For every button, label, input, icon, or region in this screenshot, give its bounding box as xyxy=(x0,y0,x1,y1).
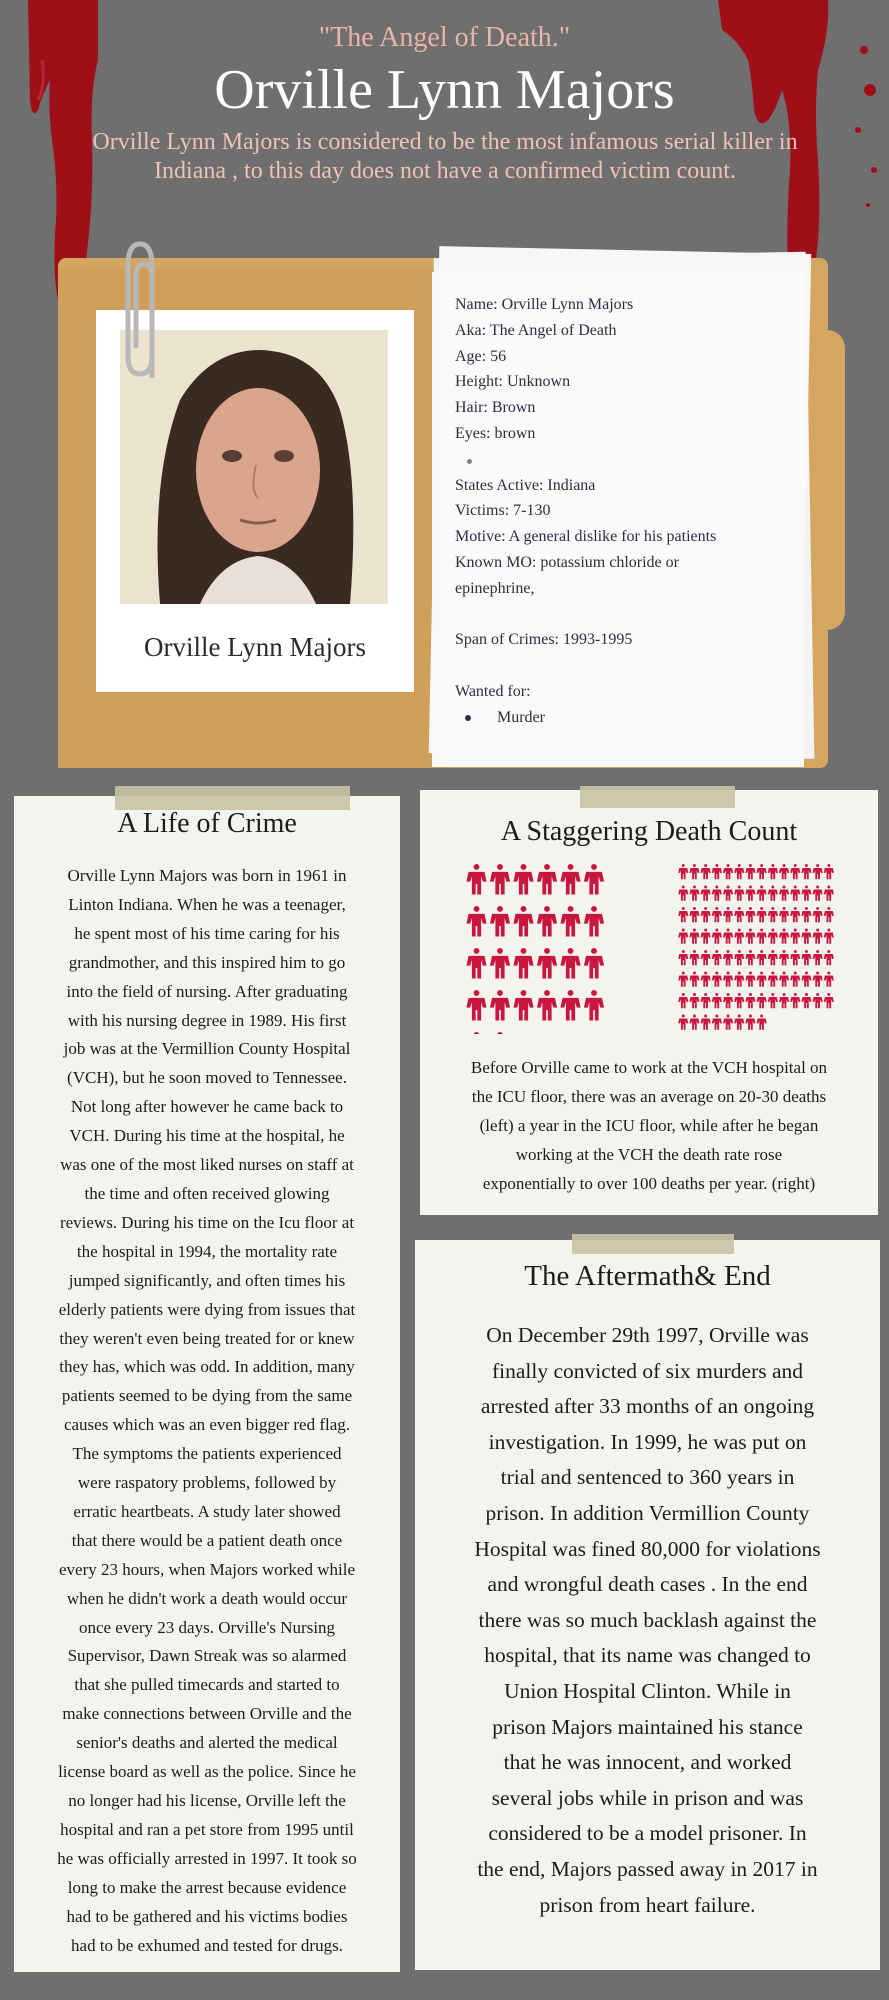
person-icon xyxy=(466,948,486,978)
dot-icon xyxy=(467,459,472,464)
person-icon xyxy=(768,972,778,987)
person-icon xyxy=(466,1032,486,1034)
text-line: license board as well as the police. Since he xyxy=(58,1762,356,1782)
person-icon xyxy=(801,972,811,987)
person-icon xyxy=(723,950,733,965)
text-line: every 23 hours, when Majors worked while xyxy=(58,1559,355,1579)
person-icon xyxy=(689,907,699,922)
text-line: hospital and ran a pet store from 1995 until xyxy=(60,1819,354,1839)
text-line: considered to be a model prisoner. In xyxy=(488,1821,807,1846)
text-line: that she pulled timecards and started to xyxy=(74,1675,340,1695)
person-icon xyxy=(734,993,744,1008)
person-icon xyxy=(466,990,486,1020)
person-icon xyxy=(768,929,778,944)
person-icon xyxy=(745,993,755,1008)
person-icon xyxy=(790,993,800,1008)
person-icon xyxy=(745,886,755,901)
text-line: had to be exhumed and tested for drugs. xyxy=(71,1935,343,1955)
person-icon xyxy=(801,929,811,944)
person-icon xyxy=(824,864,834,879)
text-line: (left) a year in the ICU floor, while after he began xyxy=(479,1116,819,1135)
wanted-list-item xyxy=(455,705,795,731)
person-icon xyxy=(779,886,789,901)
person-icon xyxy=(712,929,722,944)
text-line: long to make the arrest because evidence xyxy=(67,1877,347,1897)
text-line: were raspatory problems, followed by xyxy=(77,1473,337,1493)
person-icon xyxy=(701,886,711,901)
death-count-title: A Staggering Death Count xyxy=(500,816,798,847)
person-icon xyxy=(790,864,800,879)
text-line: he was officially arrested in 1997. It took so xyxy=(57,1848,357,1868)
person-icon xyxy=(768,907,778,922)
profile-line: Span of Crimes: 1993-1995 xyxy=(455,631,633,649)
text-line: On December 29th 1997, Orville was xyxy=(486,1323,809,1347)
profile-line: Age: 56 xyxy=(455,347,507,365)
person-icon xyxy=(701,929,711,944)
text-line: working at the VCH the death rate rose xyxy=(515,1145,783,1164)
person-icon xyxy=(745,864,755,879)
text-line: they weren't even being treated for or knew xyxy=(59,1328,355,1348)
person-icon xyxy=(824,907,834,922)
person-icon xyxy=(584,990,604,1020)
text-line: investigation. In 1999, he was put on xyxy=(488,1429,807,1454)
text-line: prison. In addition Vermillion County xyxy=(485,1500,810,1525)
text-line: job was at the Vermillion County Hospital xyxy=(63,1039,351,1059)
person-icon xyxy=(757,972,767,987)
text-line: grandmother, and this inspired him to go xyxy=(68,952,346,972)
person-icon xyxy=(537,990,557,1020)
person-icon xyxy=(490,1032,510,1034)
person-icon xyxy=(745,907,755,922)
profile-line: States Active: Indiana xyxy=(455,476,596,494)
person-icon xyxy=(745,929,755,944)
person-icon xyxy=(757,864,767,879)
life-of-crime-body xyxy=(14,862,400,1960)
person-icon xyxy=(734,907,744,922)
person-icon xyxy=(757,1015,767,1030)
text-line: and wrongful death cases . In the end xyxy=(487,1572,808,1597)
text-line: into the field of nursing. After graduating xyxy=(66,981,348,1001)
person-icon xyxy=(813,950,823,965)
person-icon xyxy=(712,907,722,922)
profile-line-blank xyxy=(455,447,795,473)
person-icon xyxy=(801,886,811,901)
person-icon xyxy=(712,950,722,965)
person-icon xyxy=(801,907,811,922)
person-icon xyxy=(678,972,688,987)
person-icon xyxy=(813,993,823,1008)
person-icon xyxy=(723,1015,733,1030)
person-icon xyxy=(466,906,486,936)
person-icon xyxy=(678,950,688,965)
profile-line: Known MO: potassium chloride or xyxy=(455,553,679,571)
person-icon xyxy=(701,950,711,965)
tape-strip xyxy=(580,786,735,808)
person-icon xyxy=(813,864,823,879)
text-line: Not long after however he came back to xyxy=(70,1097,344,1117)
profile-line: Eyes: brown xyxy=(455,424,536,442)
person-icon xyxy=(712,886,722,901)
person-icon xyxy=(560,906,580,936)
text-line: erratic heartbeats. A study later showed xyxy=(73,1501,341,1521)
text-line: with his nursing degree in 1989. His first xyxy=(67,1010,347,1030)
person-icon xyxy=(490,864,510,894)
person-icon xyxy=(779,972,789,987)
person-icon xyxy=(824,950,834,965)
text-line: Linton Indiana. When he was a teenager, xyxy=(68,894,346,914)
text-line: (VCH), but he soon moved to Tennessee. xyxy=(67,1068,347,1088)
person-icon xyxy=(779,907,789,922)
person-icon xyxy=(734,864,744,879)
text-line: Supervisor, Dawn Streak was so alarmed xyxy=(67,1646,347,1666)
person-icon xyxy=(824,993,834,1008)
person-icon xyxy=(712,1015,722,1030)
person-icon xyxy=(712,864,722,879)
text-line: once every 23 days. Orville's Nursing xyxy=(78,1617,336,1637)
tape-strip xyxy=(115,786,350,810)
person-icon xyxy=(537,864,557,894)
person-icon xyxy=(513,906,533,936)
person-icon xyxy=(712,972,722,987)
text-line: reviews. During his time on the Icu floor at xyxy=(59,1212,355,1232)
person-icon xyxy=(779,864,789,879)
text-line: Before Orville came to work at the VCH hospital on xyxy=(470,1058,828,1077)
person-icon xyxy=(537,948,557,978)
text-line: elderly patients were dying from issues that xyxy=(58,1299,356,1319)
deaths-after-figures xyxy=(678,864,848,1034)
person-icon xyxy=(678,864,688,879)
text-line: Orville Lynn Majors was born in 1961 in xyxy=(67,866,347,885)
person-icon xyxy=(824,972,834,987)
header-quote: "The Angel of Death." xyxy=(318,22,571,53)
person-icon xyxy=(689,993,699,1008)
person-icon xyxy=(779,929,789,944)
person-icon xyxy=(790,950,800,965)
person-icon xyxy=(801,950,811,965)
person-icon xyxy=(768,864,778,879)
person-icon xyxy=(745,950,755,965)
person-icon xyxy=(723,907,733,922)
text-line: VCH. During his time at the hospital, he xyxy=(69,1126,345,1146)
text-line: that there would be a patient death once xyxy=(71,1530,343,1550)
profile-line: Hair: Brown xyxy=(455,399,536,417)
person-icon xyxy=(734,929,744,944)
profile-info xyxy=(455,292,795,731)
person-icon xyxy=(678,929,688,944)
text-line: patients seemed to be dying from the same xyxy=(61,1386,353,1406)
text-line: there was so much backlash against the xyxy=(478,1607,817,1632)
person-icon xyxy=(490,948,510,978)
text-line: the hospital in 1994, the mortality rate xyxy=(76,1241,338,1261)
text-line: jumped significantly, and often times his xyxy=(68,1270,346,1290)
person-icon xyxy=(701,972,711,987)
page-subtitle: Orville Lynn Majors is considered to be the most infamous serial killer in Indiana , to this day does not have a confirmed victim count. xyxy=(92,129,798,184)
person-icon xyxy=(757,929,767,944)
tape-strip xyxy=(572,1234,734,1254)
person-icon xyxy=(701,993,711,1008)
person-icon xyxy=(745,972,755,987)
text-line: The symptoms the patients experienced xyxy=(72,1444,342,1464)
text-line: prison Majors maintained his stance xyxy=(492,1714,803,1739)
person-icon xyxy=(790,886,800,901)
text-line: Union Hospital Clinton. While in xyxy=(504,1678,791,1703)
person-icon xyxy=(813,929,823,944)
text-line: that he was innocent, and worked xyxy=(503,1750,792,1775)
person-icon xyxy=(689,950,699,965)
life-of-crime-title: A Life of Crime xyxy=(117,808,297,839)
person-icon xyxy=(689,886,699,901)
person-icon xyxy=(801,864,811,879)
text-line: they has, which was odd. In addition, many xyxy=(59,1357,355,1377)
text-line: finally convicted of six murders and xyxy=(491,1358,804,1383)
profile-line: Victims: 7-130 xyxy=(455,502,551,520)
profile-line: Height: Unknown xyxy=(455,373,571,391)
text-line: the end, Majors passed away in 2017 in xyxy=(477,1856,818,1881)
person-icon xyxy=(779,993,789,1008)
deaths-before-figures xyxy=(466,864,616,1034)
text-line: Hospital was fined 80,000 for violations xyxy=(474,1536,821,1561)
text-line: was one of the most liked nurses on staff at xyxy=(60,1155,354,1175)
person-icon xyxy=(734,1015,744,1030)
person-icon xyxy=(689,864,699,879)
text-line: exponentially to over 100 deaths per year. (right) xyxy=(482,1174,816,1193)
person-icon xyxy=(560,990,580,1020)
profile-line: Name: Orville Lynn Majors xyxy=(455,296,634,313)
person-icon xyxy=(701,864,711,879)
person-icon xyxy=(723,886,733,901)
text-line: several jobs while in prison and was xyxy=(491,1785,804,1810)
person-icon xyxy=(734,950,744,965)
profile-line: epinephrine, xyxy=(455,579,535,597)
paper-clip-icon xyxy=(122,236,170,386)
person-icon xyxy=(757,950,767,965)
death-count-caption xyxy=(420,1053,878,1198)
person-icon xyxy=(757,886,767,901)
person-icon xyxy=(723,864,733,879)
person-icon xyxy=(513,864,533,894)
person-icon xyxy=(678,907,688,922)
person-icon xyxy=(701,1015,711,1030)
text-line: arrested after 33 months of an ongoing xyxy=(480,1394,815,1419)
text-line: hospital, that its name was changed to xyxy=(484,1643,811,1668)
person-icon xyxy=(723,929,733,944)
person-icon xyxy=(813,972,823,987)
person-icon xyxy=(537,906,557,936)
text-line: the time and often received glowing xyxy=(84,1183,330,1203)
page-title: Orville Lynn Majors xyxy=(214,59,675,121)
person-icon xyxy=(768,886,778,901)
person-icon xyxy=(678,993,688,1008)
person-icon xyxy=(678,886,688,901)
text-line: prison from heart failure. xyxy=(539,1892,756,1917)
profile-line: Aka: The Angel of Death xyxy=(455,321,617,339)
aftermath-body xyxy=(415,1318,880,1923)
bullet-icon xyxy=(465,715,471,721)
person-icon xyxy=(678,1015,688,1030)
person-icon xyxy=(757,907,767,922)
photo-caption: Orville Lynn Majors xyxy=(144,632,366,662)
text-line: trial and sentenced to 360 years in xyxy=(500,1465,795,1490)
person-icon xyxy=(801,993,811,1008)
person-icon xyxy=(790,972,800,987)
person-icon xyxy=(689,1015,699,1030)
person-icon xyxy=(712,993,722,1008)
person-icon xyxy=(757,993,767,1008)
person-icon xyxy=(824,929,834,944)
text-line: make connections between Orville and the xyxy=(62,1704,352,1724)
person-icon xyxy=(701,907,711,922)
person-icon xyxy=(689,929,699,944)
person-icon xyxy=(560,864,580,894)
text-line: causes which was an even bigger red flag. xyxy=(63,1415,351,1435)
person-icon xyxy=(813,886,823,901)
person-icon xyxy=(689,972,699,987)
text-line: no longer had his license, Orville left the xyxy=(68,1791,346,1810)
person-icon xyxy=(790,929,800,944)
profile-line-blank xyxy=(455,602,795,628)
text-line: senior's deaths and alerted the medical xyxy=(76,1733,338,1753)
text-line: had to be gathered and his victims bodies xyxy=(66,1906,348,1926)
text-line: the ICU floor, there was an average on 20-30 deaths xyxy=(471,1087,827,1106)
person-icon xyxy=(813,907,823,922)
person-icon xyxy=(560,948,580,978)
aftermath-title: The Aftermath& End xyxy=(524,1260,771,1292)
profile-line: Wanted for: xyxy=(455,682,531,700)
person-icon xyxy=(513,990,533,1020)
person-icon xyxy=(584,906,604,936)
person-icon xyxy=(734,972,744,987)
person-icon xyxy=(490,906,510,936)
person-icon xyxy=(466,864,486,894)
person-icon xyxy=(768,993,778,1008)
person-icon xyxy=(513,948,533,978)
person-icon xyxy=(734,886,744,901)
person-icon xyxy=(768,950,778,965)
wanted-item-label: Murder xyxy=(497,708,545,726)
person-icon xyxy=(824,886,834,901)
person-icon xyxy=(723,972,733,987)
person-icon xyxy=(779,950,789,965)
person-icon xyxy=(745,1015,755,1030)
person-icon xyxy=(584,948,604,978)
text-line: when he didn't work a death would occur xyxy=(66,1588,348,1608)
person-icon xyxy=(584,864,604,894)
person-icon xyxy=(723,993,733,1008)
profile-line: Motive: A general dislike for his patients xyxy=(455,528,717,546)
person-icon xyxy=(490,990,510,1020)
text-line: he spent most of his time caring for his xyxy=(74,923,340,943)
person-icon xyxy=(790,907,800,922)
profile-line-blank xyxy=(455,653,795,679)
